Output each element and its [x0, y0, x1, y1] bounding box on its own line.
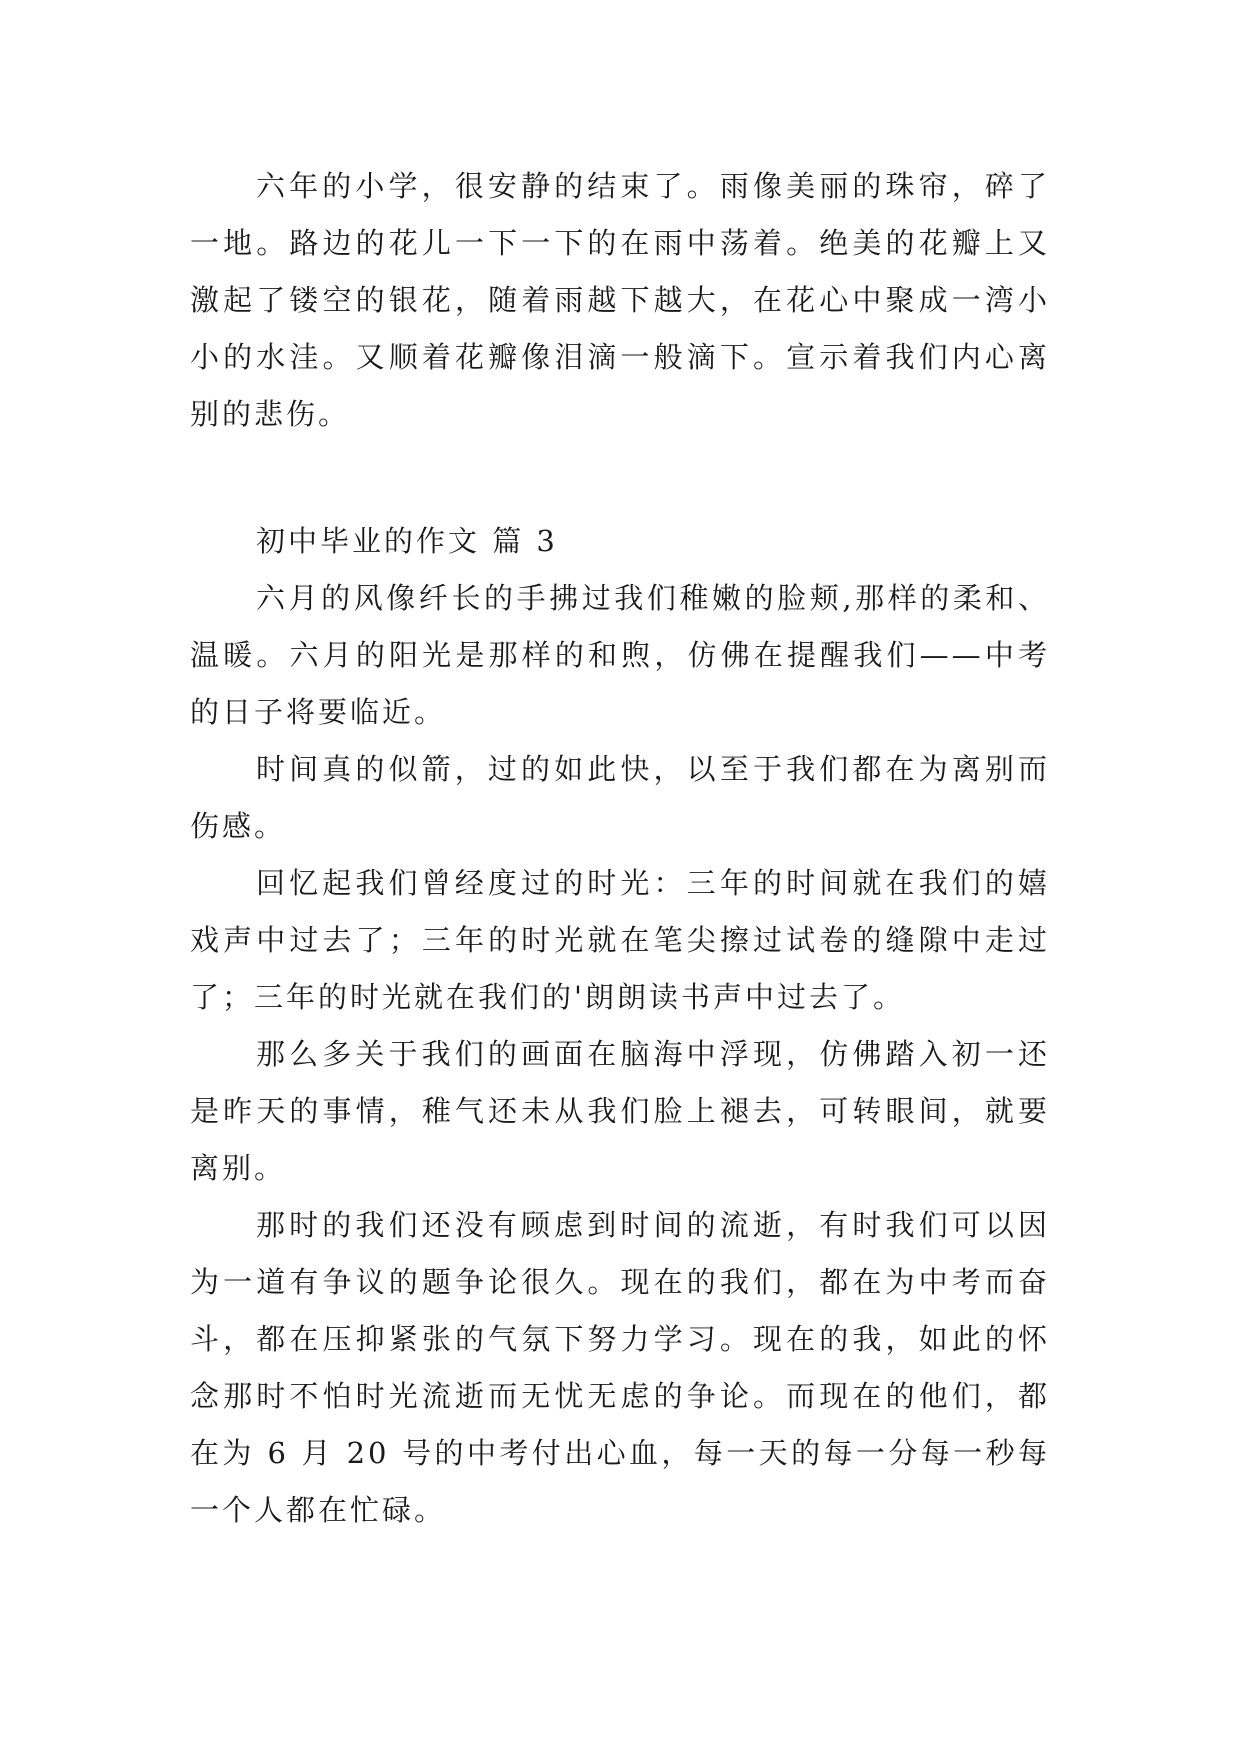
- paragraph: 回忆起我们曾经度过的时光：三年的时间就在我们的嬉戏声中过去了；三年的时光就在笔尖擦过试卷的缝隙中走过了；三年的时光就在我们的'朗朗读书声中过去了。: [190, 866, 1050, 1014]
- section-heading: 初中毕业的作文 篇 3: [256, 524, 558, 558]
- essay-section: [190, 513, 1050, 1539]
- paragraph: 那么多关于我们的画面在脑海中浮现，仿佛踏入初一还是昨天的事情，稚气还未从我们脸上褪去，可转眼间，就要离别。: [190, 1037, 1050, 1185]
- intro-section: [190, 158, 1050, 443]
- paragraph: 六月的风像纤长的手拂过我们稚嫩的脸颊,那样的柔和、温暖。六月的阳光是那样的和煦，仿佛在提醒我们——中考的日子将要临近。: [190, 581, 1050, 729]
- intro-paragraph: 六年的小学，很安静的结束了。雨像美丽的珠帘，碎了一地。路边的花儿一下一下的在雨中荡着。绝美的花瓣上又激起了镂空的银花，随着雨越下越大，在花心中聚成一湾小小的水洼。又顺着花瓣像泪滴一般滴下。宣示着我们内心离别的悲伤。: [190, 169, 1050, 431]
- paragraph: 时间真的似箭，过的如此快，以至于我们都在为离别而伤感。: [190, 752, 1050, 843]
- paragraph: 那时的我们还没有顾虑到时间的流逝，有时我们可以因为一道有争议的题争论很久。现在的我们，都在为中考而奋斗，都在压抑紧张的气氛下努力学习。现在的我，如此的怀念那时不怕时光流逝而无忧无虑的争论。而现在的他们，都在为 6 月 20 号的中考付出心血，每一天的每一分每一秒每一个人都在忙碌。: [190, 1208, 1050, 1527]
